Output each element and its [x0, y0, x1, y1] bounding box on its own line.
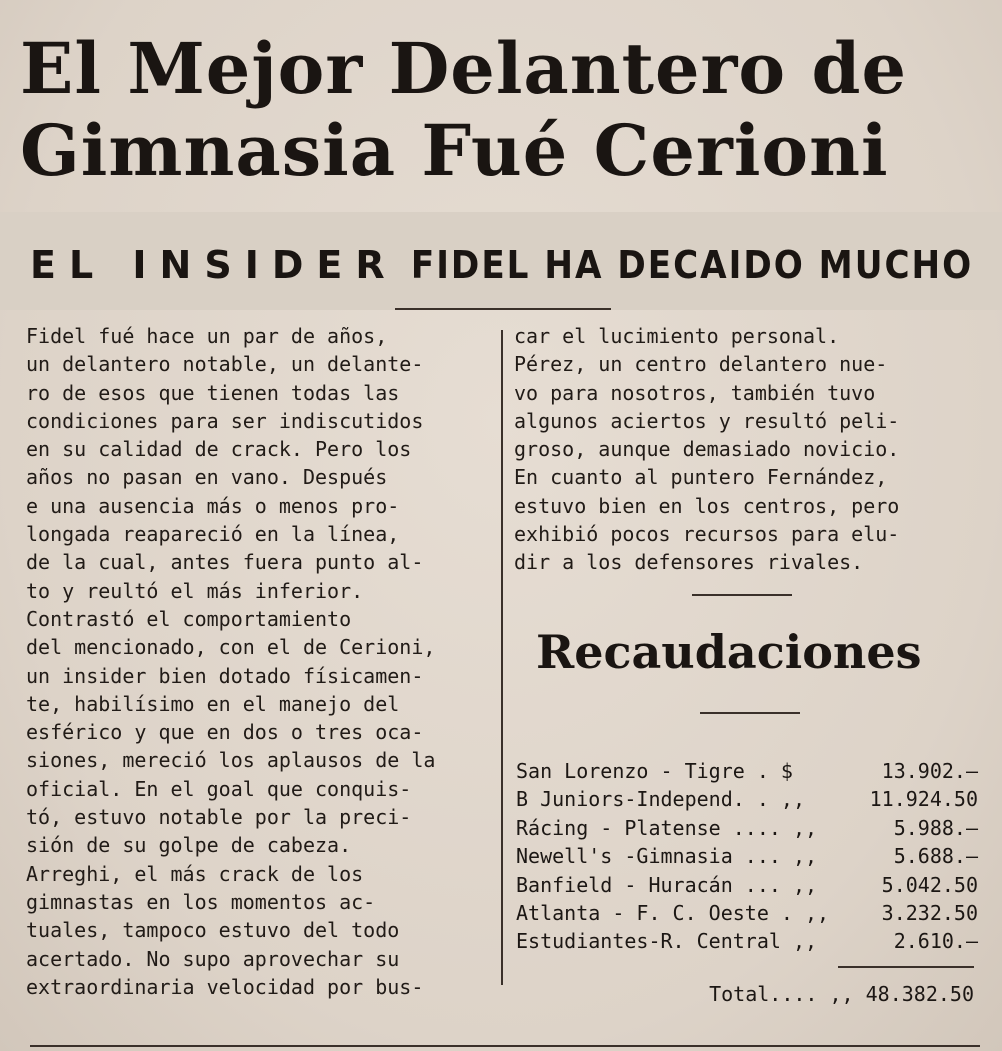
amount-cell: 5.988.— — [893, 815, 978, 840]
table-row — [516, 899, 978, 927]
headline-line-1: El Mejor Delantero de — [20, 27, 907, 110]
match-cell: Rácing - Platense .... ,, — [516, 815, 818, 840]
text-line: te, habilísimo en el manejo del — [26, 691, 400, 716]
right-column — [514, 322, 980, 577]
text-line: un delantero notable, un delante- — [26, 352, 424, 377]
amount-cell: 5.042.50 — [881, 872, 978, 897]
text-line: oficial. En el goal que conquis- — [26, 776, 412, 801]
text-line: Contrastó el comportamiento — [26, 606, 352, 631]
text-line: en su calidad de crack. Pero los — [26, 437, 412, 462]
match-cell: Estudiantes-R. Central ,, — [516, 929, 818, 954]
match-cell: B Juniors-Independ. . ,, — [516, 787, 805, 812]
text-line: Arreghi, el más crack de los — [26, 861, 364, 886]
table-row — [516, 842, 978, 870]
section-rule — [700, 712, 800, 714]
text-line: un insider bien dotado físicamen- — [26, 663, 424, 688]
amount-cell: 11.924.50 — [869, 787, 978, 812]
text-line: siones, mereció los aplausos de la — [26, 748, 436, 773]
subhead-rule — [395, 308, 611, 310]
match-cell: Atlanta - F. C. Oeste . ,, — [516, 901, 830, 926]
match-cell: Banfield - Huracán ... ,, — [516, 872, 818, 897]
text-line: extraordinaria velocidad por bus- — [26, 974, 424, 999]
text-line: car el lucimiento personal. — [514, 324, 840, 348]
text-line: vo para nosotros, también tuvo — [514, 380, 876, 405]
text-line: del mencionado, con el de Cerioni, — [26, 635, 436, 660]
text-line: de la cual, antes fuera punto al- — [26, 550, 424, 575]
headline-line-2: Gimnasia Fué Cerioni — [20, 109, 889, 192]
total-label: Total.... ,, — [709, 982, 854, 1006]
text-line: condiciones para ser indiscutidos — [26, 408, 424, 433]
text-line: tuales, tampoco estuvo del todo — [26, 918, 400, 943]
table-row — [516, 814, 978, 842]
subhead — [30, 240, 985, 290]
table-row — [516, 927, 978, 955]
text-line: En cuanto al puntero Fernández, — [514, 465, 888, 490]
text-line: sión de su golpe de cabeza. — [26, 833, 352, 858]
recaudaciones-table — [516, 757, 978, 956]
text-line: acertado. No supo aprovechar su — [26, 946, 400, 971]
match-cell: Newell's -Gimnasia ... ,, — [516, 844, 818, 869]
text-line: gimnastas en los momentos ac- — [26, 889, 376, 914]
text-line: dir a los defensores rivales. — [514, 550, 864, 575]
left-column — [26, 322, 494, 1001]
recaudaciones-title: Recaudaciones — [536, 625, 922, 679]
amount-cell: 3.232.50 — [881, 901, 978, 926]
text-line: e una ausencia más o menos pro- — [26, 493, 400, 518]
text-line: ro de esos que tienen todas las — [26, 380, 400, 405]
amount-cell: 13.902.— — [881, 759, 978, 783]
total-amount: 48.382.50 — [865, 982, 974, 1006]
subhead-part-2: FIDEL HA DECAIDO MUCHO — [410, 243, 974, 287]
text-line: años no pasan en vano. Después — [26, 465, 388, 490]
text-line: to y reultó el más inferior. — [26, 578, 364, 603]
sum-rule — [838, 966, 974, 968]
match-cell: San Lorenzo - Tigre . $ — [516, 759, 793, 783]
text-line: esférico y que en dos o tres oca- — [26, 720, 424, 745]
text-line: Fidel fué hace un par de años, — [26, 324, 388, 348]
headline — [20, 28, 990, 192]
total-row — [694, 980, 974, 1008]
text-line: algunos aciertos y resultó peli- — [514, 408, 900, 433]
column-divider — [501, 330, 503, 985]
table-row — [516, 871, 978, 899]
amount-cell: 5.688.— — [893, 844, 978, 869]
amount-cell: 2.610.— — [893, 929, 978, 954]
bottom-rule — [30, 1045, 980, 1047]
section-rule — [692, 594, 792, 596]
text-line: Pérez, un centro delantero nue- — [514, 352, 888, 377]
subhead-part-1: EL INSIDER — [30, 243, 398, 287]
table-row — [516, 757, 978, 785]
text-line: estuvo bien en los centros, pero — [514, 493, 900, 518]
text-line: exhibió pocos recursos para elu- — [514, 522, 900, 547]
table-row — [516, 785, 978, 813]
text-line: tó, estuvo notable por la preci- — [26, 805, 412, 830]
text-line: groso, aunque demasiado novicio. — [514, 437, 900, 462]
text-line: longada reapareció en la línea, — [26, 522, 400, 547]
